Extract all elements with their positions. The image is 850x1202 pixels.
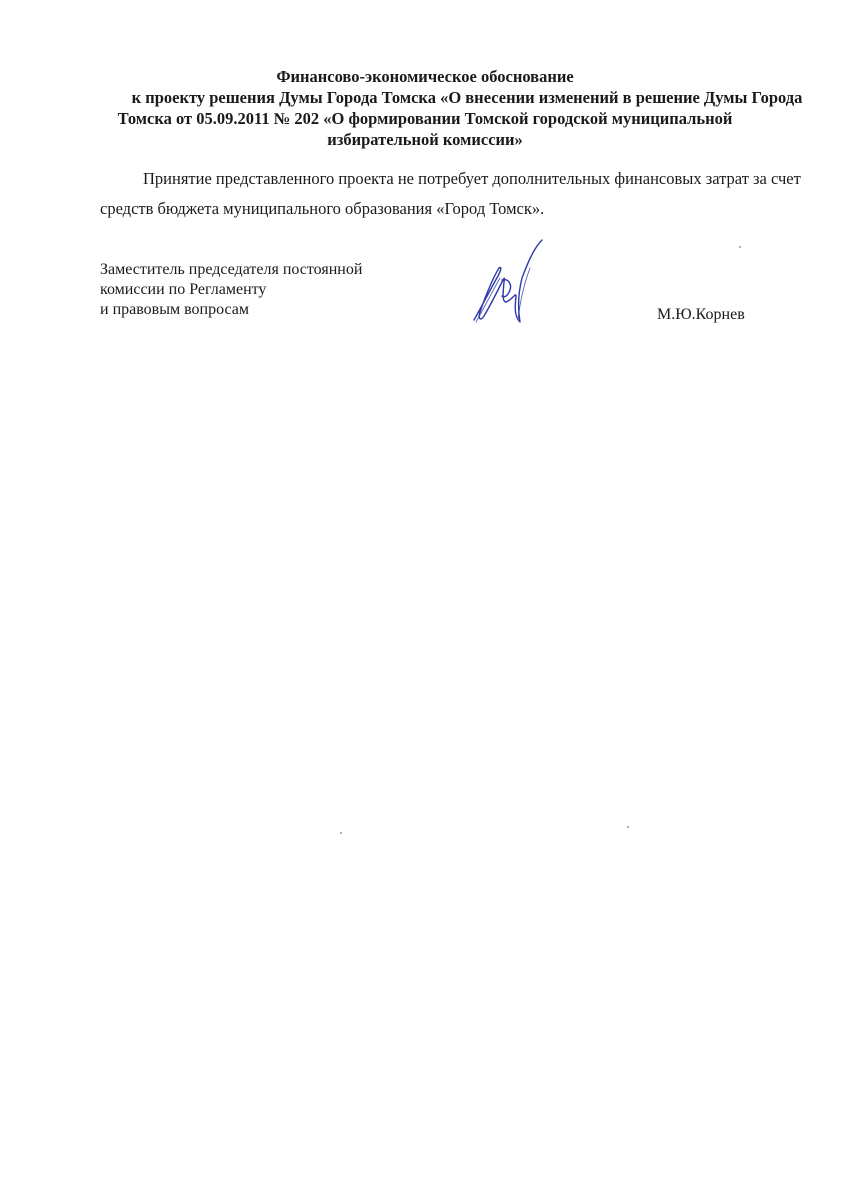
body-line: Принятие представленного проекта не потребует дополнительных финансовых затрат за счет — [143, 169, 801, 188]
position-line: и правовым вопросам — [100, 301, 250, 318]
scan-speck — [739, 246, 741, 248]
title-line: Финансово-экономическое обоснование — [276, 67, 574, 86]
handwritten-signature — [468, 232, 548, 332]
signatory-position — [100, 260, 362, 320]
body-paragraph — [100, 164, 840, 224]
scan-speck — [340, 832, 342, 834]
position-line: Заместитель председателя постоянной — [100, 261, 363, 278]
scan-speck — [627, 826, 629, 828]
title-line: Томска от 05.09.2011 № 202 «О формировании Томской городской муниципальной — [117, 109, 733, 128]
document-title — [95, 66, 803, 150]
position-line: комиссии по Регламенту — [100, 281, 267, 298]
signatory-name: М.Ю.Корнев — [657, 306, 745, 323]
title-line: избирательной комиссии» — [327, 130, 523, 149]
body-line: средств бюджета муниципального образования «Город Томск». — [100, 199, 545, 218]
title-line: к проекту решения Думы Города Томска «О внесении изменений в решение Думы Города — [131, 88, 803, 107]
